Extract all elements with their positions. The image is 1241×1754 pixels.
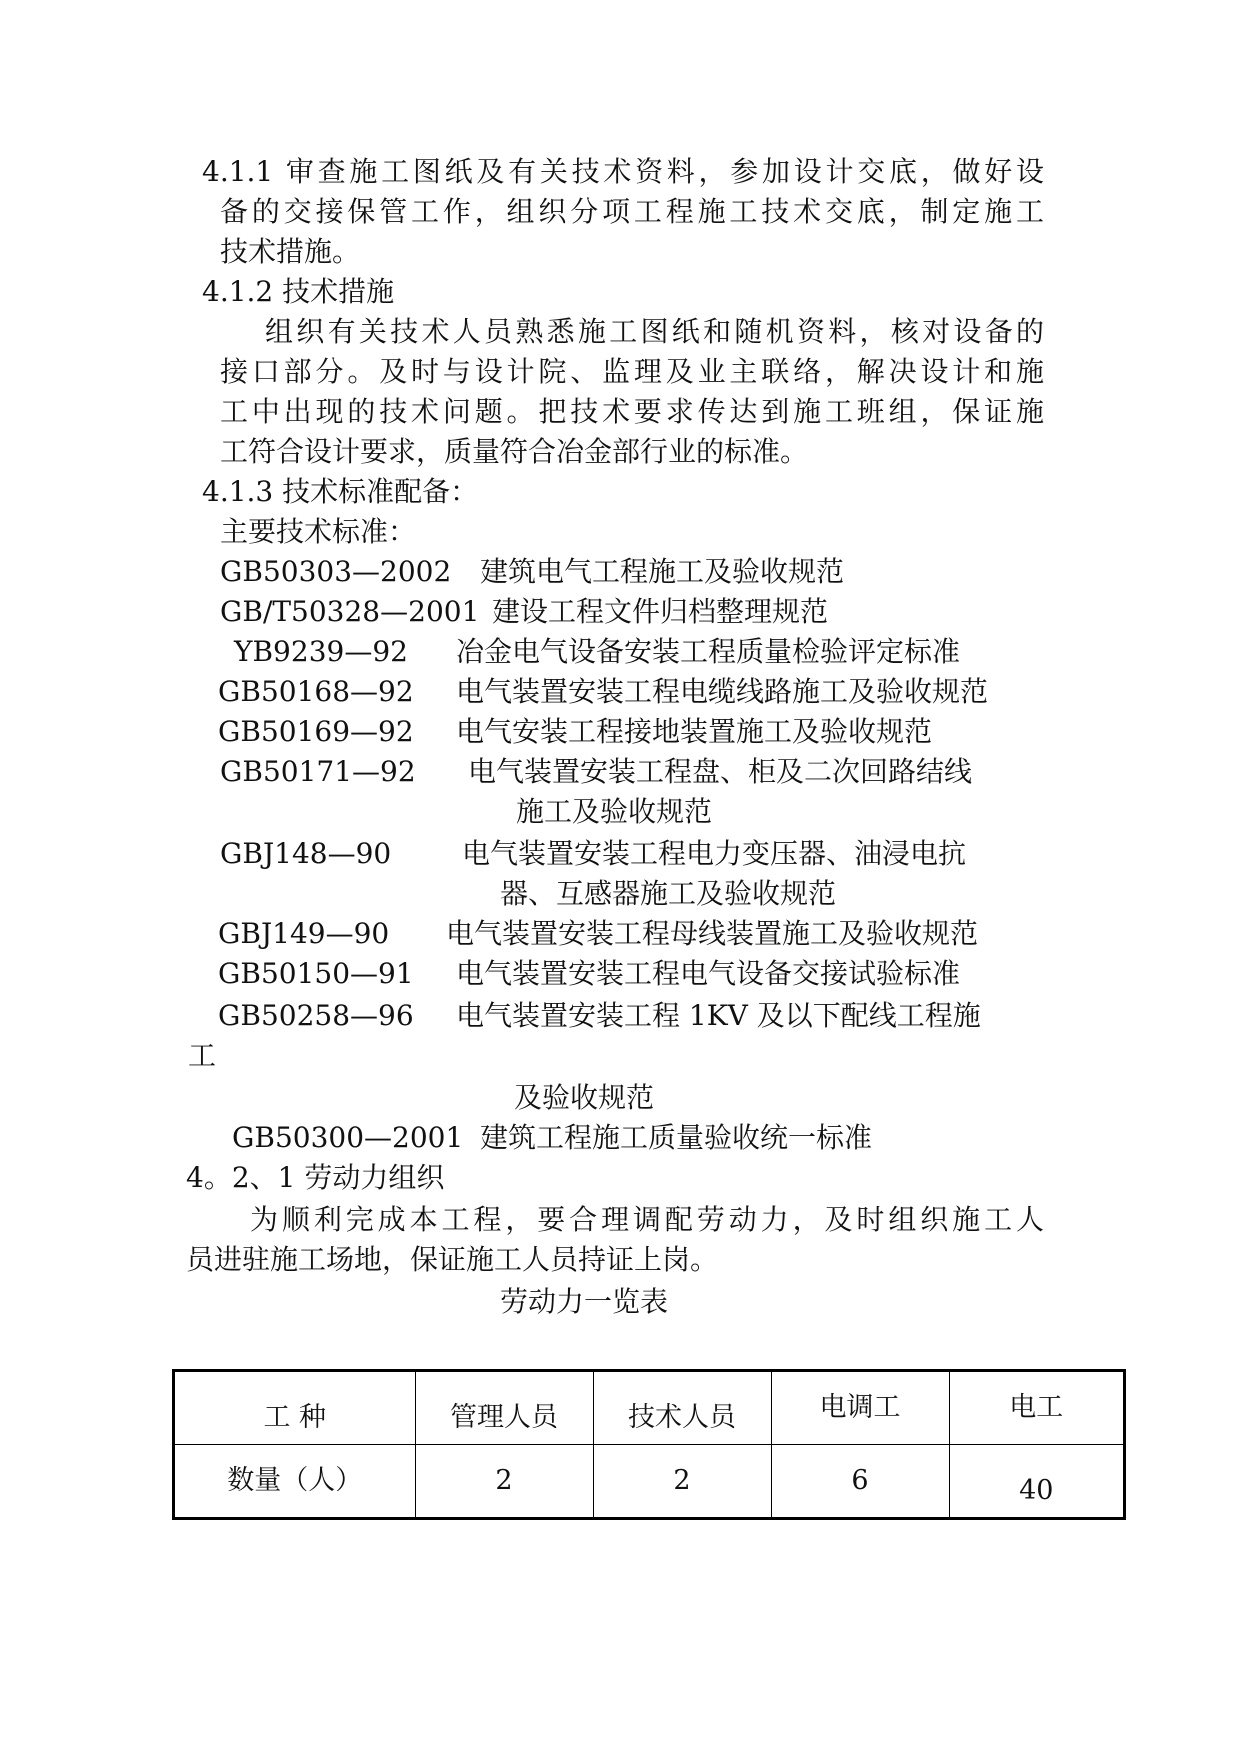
standard-title: 电气安装工程接地装置施工及验收规范 [456, 715, 933, 748]
row-label-quantity: 数量（人） [175, 1445, 415, 1518]
standard-code: GB50171—92 [220, 755, 416, 788]
section-4-2-1-heading: 4。2、1 劳动力组织 [186, 1161, 445, 1194]
section-4-1-2-line1: 组织有关技术人员熟悉施工图纸和随机资料，核对设备的 [265, 315, 1044, 348]
standard-code: YB9239—92 [234, 635, 408, 668]
header-cell-job-type: 工 种 [175, 1372, 415, 1445]
standard-title: 电气装置安装工程电气设备交接试验标准 [456, 957, 961, 990]
quantity-electrical-commissioning: 6 [771, 1445, 949, 1518]
labor-table [172, 1369, 1126, 1520]
standard-title-wrap: 工 [188, 1039, 217, 1072]
standard-title: 电气装置安装工程 1KV 及以下配线工程施 [456, 999, 981, 1032]
section-4-1-2-heading: 4.1.2 技术措施 [202, 275, 395, 308]
standard-title: 建筑电气工程施工及验收规范 [480, 555, 845, 588]
table-row [175, 1445, 1123, 1518]
header-cell-electrical-commissioning: 电调工 [771, 1372, 949, 1445]
table-header-row [175, 1372, 1123, 1445]
section-4-1-1-line2: 备的交接保管工作，组织分项工程施工技术交底，制定施工 [220, 195, 1044, 228]
labor-table-title: 劳动力一览表 [500, 1285, 669, 1318]
standard-title: 建筑工程施工质量验收统一标准 [480, 1121, 873, 1154]
standard-code: GB50303—2002 [220, 555, 452, 588]
standard-title-continued: 器、互感器施工及验收规范 [500, 877, 837, 910]
section-4-1-2-line2: 接口部分。及时与设计院、监理及业主联络，解决设计和施 [220, 355, 1044, 388]
quantity-management: 2 [415, 1445, 593, 1518]
section-4-1-2-line3: 工中出现的技术问题。把技术要求传达到施工班组，保证施 [220, 395, 1044, 428]
labor-paragraph-line2: 员进驻施工场地，保证施工人员持证上岗。 [186, 1243, 719, 1276]
standard-title: 电气装置安装工程母线装置施工及验收规范 [446, 917, 979, 950]
section-4-1-2-line4: 工符合设计要求，质量符合冶金部行业的标准。 [220, 435, 809, 468]
section-4-1-1-line1: 4.1.1 审查施工图纸及有关技术资料，参加设计交底，做好设 [202, 155, 1044, 188]
standard-code: GB50258—96 [218, 999, 414, 1032]
standard-code: GB50168—92 [218, 675, 414, 708]
standard-title-continued: 施工及验收规范 [516, 795, 713, 828]
standard-title: 冶金电气设备安装工程质量检验评定标准 [456, 635, 961, 668]
quantity-technical: 2 [593, 1445, 771, 1518]
standard-code: GB/T50328—2001 [220, 595, 480, 628]
standard-code: GBJ148—90 [220, 837, 392, 870]
standard-title: 电气装置安装工程电缆线路施工及验收规范 [456, 675, 989, 708]
quantity-electrician: 40 [949, 1445, 1123, 1518]
section-4-1-3-subheading: 主要技术标准： [220, 515, 417, 548]
header-cell-electrician: 电工 [949, 1372, 1123, 1445]
standard-title-continued: 及验收规范 [514, 1081, 655, 1114]
header-cell-technical: 技术人员 [593, 1372, 771, 1445]
standard-code: GB50150—91 [218, 957, 414, 990]
section-4-1-1-line3: 技术措施。 [220, 235, 361, 268]
standard-title: 电气装置安装工程盘、柜及二次回路结线 [468, 755, 973, 788]
labor-paragraph-line1: 为顺利完成本工程，要合理调配劳动力，及时组织施工人 [250, 1203, 1044, 1236]
standard-title: 电气装置安装工程电力变压器、油浸电抗 [462, 837, 967, 870]
header-cell-management: 管理人员 [415, 1372, 593, 1445]
section-4-1-3-heading: 4.1.3 技术标准配备： [202, 475, 479, 508]
standard-code: GBJ149—90 [218, 917, 390, 950]
standard-code: GB50300—2001 [232, 1121, 464, 1154]
standard-code: GB50169—92 [218, 715, 414, 748]
standard-title: 建设工程文件归档整理规范 [492, 595, 829, 628]
